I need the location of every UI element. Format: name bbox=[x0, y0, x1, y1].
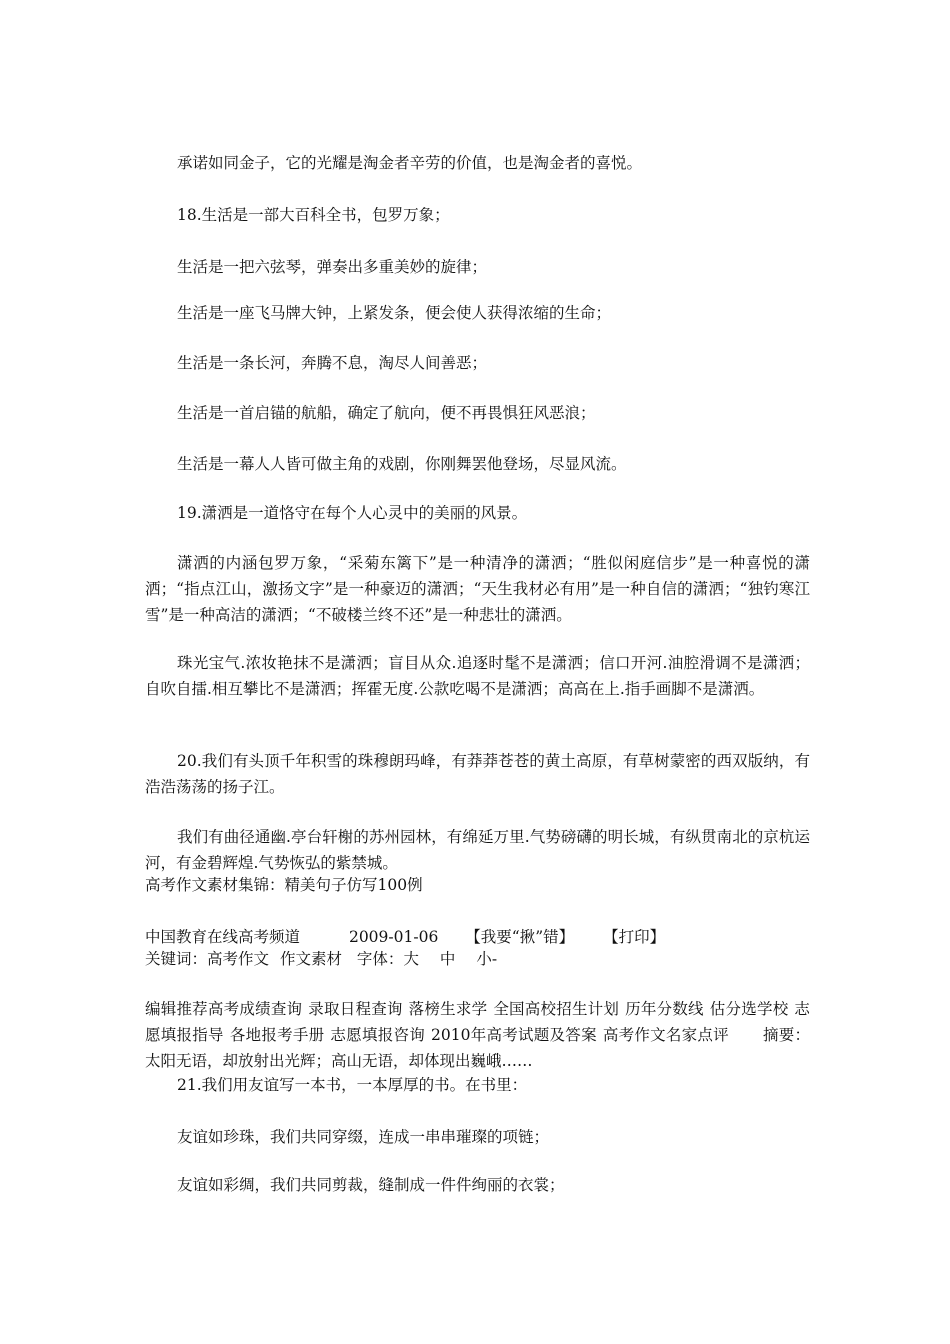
report-error-link[interactable]: 【我要“揪”错】 bbox=[465, 928, 575, 946]
editor-link[interactable]: 志愿填报咨询 bbox=[330, 1026, 426, 1044]
paragraph-20-heading: 20.我们有头顶千年积雪的珠穆朗玛峰，有莽莽苍苍的黄土高原，有草树蒙密的西双版纳，有浩浩荡荡的扬子江。 bbox=[145, 752, 810, 796]
publish-date: 2009-01-06 bbox=[348, 928, 439, 946]
font-size-medium[interactable]: 中 bbox=[439, 950, 456, 968]
paragraph-21-heading: 21.我们用友谊写一本书，一本厚厚的书。在书里： bbox=[177, 1076, 528, 1094]
keywords-row bbox=[145, 946, 810, 972]
source-label: 中国教育在线高考频道 bbox=[145, 928, 301, 946]
editor-link[interactable]: 高考成绩查询 bbox=[207, 1000, 303, 1018]
editor-recommend-label: 编辑推荐 bbox=[145, 1000, 208, 1018]
editor-link[interactable]: 高考作文名家点评 bbox=[602, 1026, 729, 1044]
editor-link[interactable]: 全国高校招生计划 bbox=[493, 1000, 620, 1018]
paragraph-xiaosa-meaning: 潇洒的内涵包罗万象，“采菊东篱下”是一种清净的潇洒；“胜似闲庭信步”是一种喜悦的潇洒；“指点江山，激扬文字”是一种豪迈的潇洒；“天生我材必有用”是一种自信的潇洒；“独钓寒江雪”是一种高洁的潇洒；“不破楼兰终不还”是一种悲壮的潇洒。 bbox=[145, 554, 810, 624]
font-size-small[interactable]: 小- bbox=[476, 950, 498, 968]
editor-link[interactable]: 落榜生求学 bbox=[408, 1000, 488, 1018]
paragraph-life-river: 生活是一条长河，奔腾不息，淘尽人间善恶； bbox=[177, 354, 488, 372]
article-title: 高考作文素材集锦：精美句子仿写100例 bbox=[145, 876, 423, 894]
paragraph-20-continued: 我们有曲径通幽.亭台轩榭的苏州园林，有绵延万里.气势磅礴的明长城，有纵贯南北的京杭运河，有金碧辉煌.气势恢弘的紫禁城。 bbox=[145, 828, 810, 872]
font-size-large[interactable]: 大 bbox=[403, 950, 419, 968]
editor-link[interactable]: 历年分数线 bbox=[625, 1000, 704, 1018]
paragraph-promise: 承诺如同金子，它的光耀是淘金者辛劳的价值，也是淘金者的喜悦。 bbox=[177, 154, 643, 172]
paragraph-friendship-pearl: 友谊如珍珠，我们共同穿缀，连成一串串璀璨的项链； bbox=[177, 1128, 550, 1146]
paragraph-18-heading: 18.生活是一部大百科全书，包罗万象； bbox=[177, 206, 450, 224]
editor-link[interactable]: 录取日程查询 bbox=[308, 1000, 403, 1018]
editor-link[interactable]: 2010年高考试题及答案 bbox=[431, 1026, 597, 1044]
paragraph-life-ship: 生活是一首启锚的航船，确定了航向，便不再畏惧狂风恶浪； bbox=[177, 404, 596, 422]
paragraph-xiaosa-not: 珠光宝气.浓妆艳抹不是潇洒；盲目从众.追逐时髦不是潇洒；信口开河.油腔滑调不是潇洒；自吹自擂.相互攀比不是潇洒；挥霍无度.公款吃喝不是潇洒；高高在上.指手画脚不是潇洒。 bbox=[145, 654, 810, 698]
editor-recommend-block bbox=[145, 996, 810, 1074]
paragraph-life-drama: 生活是一幕人人皆可做主角的戏剧，你刚舞罢他登场，尽显风流。 bbox=[177, 455, 627, 473]
paragraph-19-heading: 19.潇洒是一道恪守在每个人心灵中的美丽的风景。 bbox=[177, 504, 528, 522]
paragraph-life-guitar: 生活是一把六弦琴，弹奏出多重美妙的旋律； bbox=[177, 258, 488, 276]
keywords-label: 关键词： bbox=[145, 950, 208, 968]
article-abstract: 摘要：太阳无语，却放射出光辉；高山无语，却体现出巍峨…… bbox=[145, 1026, 810, 1070]
paragraph-friendship-silk: 友谊如彩绸，我们共同剪裁，缝制成一件件绚丽的衣裳； bbox=[177, 1176, 565, 1194]
editor-link[interactable]: 各地报考手册 bbox=[229, 1026, 325, 1044]
keyword-link-1[interactable]: 高考作文 bbox=[207, 950, 270, 968]
editor-link[interactable]: 志愿填报指导 bbox=[145, 1000, 810, 1044]
print-link[interactable]: 【打印】 bbox=[603, 928, 666, 946]
paragraph-life-clock: 生活是一座飞马牌大钟，上紧发条，便会使人获得浓缩的生命； bbox=[177, 304, 612, 322]
editor-link[interactable]: 估分选学校 bbox=[709, 1000, 789, 1018]
font-size-label: 字体： bbox=[356, 950, 404, 968]
keyword-link-2[interactable]: 作文素材 bbox=[279, 950, 342, 968]
